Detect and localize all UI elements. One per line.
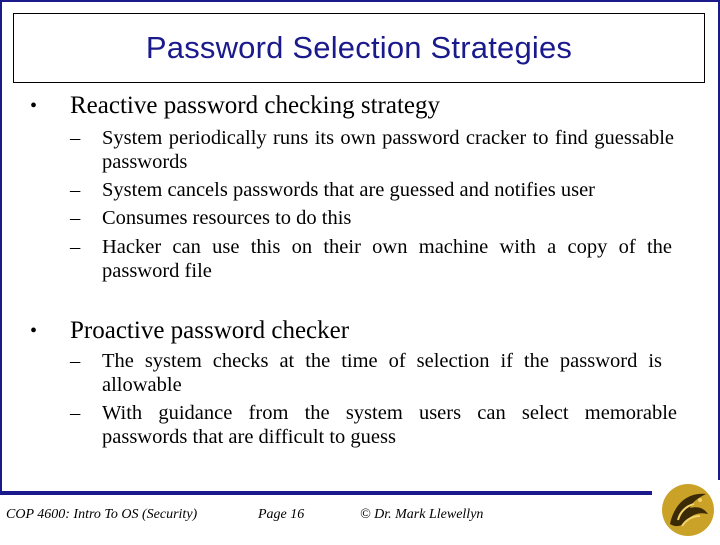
list-item-text: With guidance from the system users can select memorable passwords that are difficult to guess [102,402,677,448]
logo [652,480,720,540]
pegasus-logo-icon [652,480,720,540]
dash-icon: – [70,236,81,258]
slide-title: Password Selection Strategies [145,30,573,65]
dash-icon: – [70,179,81,201]
dash-icon: – [70,207,81,229]
footer-author: © Dr. Mark Llewellyn [360,507,484,522]
list-item-text: The system checks at the time of selection if the password is allowable [102,350,662,396]
footer-course: COP 4600: Intro To OS (Security) [6,507,198,522]
list-item-text: Hacker can use this on their own machine with a copy of the password file [102,236,672,282]
section-heading: Proactive password checker [70,317,350,344]
dash-icon: – [70,350,81,372]
dash-icon: – [70,402,81,424]
dash-icon: – [70,127,81,149]
bullet-icon: • [30,320,38,342]
list-item-text: System periodically runs its own password cracker to find guessable passwords [102,127,674,173]
list-item-text: Consumes resources to do this [102,207,352,229]
title-box [13,13,705,83]
bullet-icon: • [30,95,38,117]
list-item-text: System cancels passwords that are guessed and notifies user [102,179,596,201]
footer-page: Page 16 [258,507,305,522]
section-heading: Reactive password checking strategy [70,92,441,119]
